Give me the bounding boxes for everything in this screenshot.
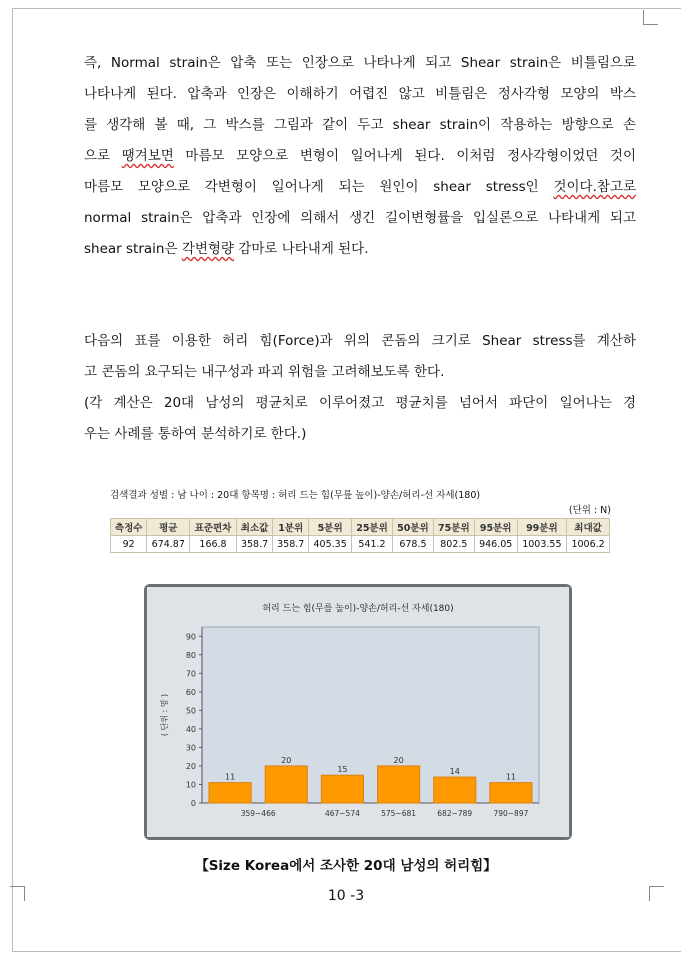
spellcheck-word: 것이다.참고로 <box>553 179 636 195</box>
y-tick-label: 40 <box>185 724 196 734</box>
column-header: 75분위 <box>433 519 474 536</box>
text-line: shear strain은 각변형량 감마로 나타내게 된다. <box>84 241 369 257</box>
text-line: 나타나게 된다. 압축과 인장은 이해하기 어렵진 않고 비틀림은 정사각형 모양의 박스 <box>84 86 636 102</box>
table-cell: 802.5 <box>433 536 474 553</box>
bar <box>321 775 363 803</box>
column-header: 최소값 <box>236 519 272 536</box>
table-cell: 358.7 <box>273 536 309 553</box>
column-header: 1분위 <box>273 519 309 536</box>
text-line: 고 콘돔의 요구되는 내구성과 파괴 위험을 고려해보도록 한다. <box>84 364 445 380</box>
x-tick-label: 790~897 <box>493 809 529 818</box>
table-cell: 678.5 <box>392 536 433 553</box>
search-result-header: 검색결과 성별 : 남 나이 : 20대 항목명 : 허리 드는 힘(무릎 높이)-양손/허리-선 자세(180) <box>110 490 481 501</box>
bar-chart <box>147 587 569 837</box>
bar-chart-frame <box>144 584 572 840</box>
text-line: 즉, Normal strain은 압축 또는 인장으로 나타나게 되고 Shear strain은 비틀림으로 <box>84 55 636 71</box>
bar <box>434 777 476 803</box>
table-row <box>111 536 610 553</box>
text-line: normal strain은 압축과 인장에 의해서 생긴 길이변형률을 입실론으로 나타내게 되고 <box>84 210 636 226</box>
chart-title: 허리 드는 힘(무릎 높이)-양손/허리-선 자세(180) <box>262 604 454 614</box>
table-cell: 946.05 <box>474 536 517 553</box>
column-header: 표준편차 <box>190 519 237 536</box>
text-line: 다음의 표를 이용한 허리 힘(Force)과 위의 콘돔의 크기로 Shear stress를 계산하 <box>84 333 636 349</box>
y-tick-label: 30 <box>185 743 196 753</box>
bar <box>265 766 307 803</box>
crop-mark-top-right <box>643 10 658 25</box>
paragraph-strain <box>84 48 636 265</box>
text-line: 으로 땡겨보면 마름모 모양으로 변형이 일어나게 된다. 이처럼 정사각형이었던 것이 <box>84 148 636 164</box>
column-header: 평균 <box>147 519 190 536</box>
y-tick-label: 70 <box>185 669 196 679</box>
y-tick-label: 10 <box>185 780 196 790</box>
text-line: 마름모 모양으로 각변형이 일어나게 되는 원인이 shear stress인 것이다.참고로 <box>84 179 636 195</box>
column-header: 99분위 <box>517 519 567 536</box>
x-tick-label: 359~466 <box>240 809 276 818</box>
bar <box>490 783 532 803</box>
y-tick-label: 0 <box>190 799 196 808</box>
unit-label: (단위 : N) <box>568 505 611 516</box>
bar-value-label: 11 <box>505 772 517 782</box>
column-header: 최대값 <box>567 519 610 536</box>
x-tick-label: 575~681 <box>381 809 417 818</box>
text-line: 우는 사례를 통하여 분석하기로 한다.) <box>84 426 307 442</box>
bar-value-label: 14 <box>449 767 460 777</box>
search-result-panel <box>110 488 615 553</box>
bar-value-label: 20 <box>281 755 292 765</box>
spellcheck-word: 각변형량 <box>181 241 234 257</box>
x-tick-label: 682~789 <box>437 809 473 818</box>
y-tick-label: 90 <box>185 632 196 642</box>
figure-caption: 【Size Korea에서 조사한 20대 남성의 허리힘】 <box>195 858 497 874</box>
x-tick-label: 467~574 <box>324 809 360 818</box>
table-header-row <box>111 519 610 536</box>
table-cell: 541.2 <box>352 536 393 553</box>
table-cell: 405.35 <box>309 536 352 553</box>
table-cell: 92 <box>111 536 147 553</box>
y-tick-label: 60 <box>185 687 196 697</box>
y-tick-label: 20 <box>185 761 196 771</box>
column-header: 측정수 <box>111 519 147 536</box>
column-header: 25분위 <box>352 519 393 536</box>
table-cell: 1006.2 <box>567 536 610 553</box>
table-cell: 166.8 <box>190 536 237 553</box>
bar <box>378 766 420 803</box>
column-header: 50분위 <box>392 519 433 536</box>
column-header: 95분위 <box>474 519 517 536</box>
text-line: (각 계산은 20대 남성의 평균치로 이루어졌고 평균치를 넘어서 파단이 일어나는 경 <box>84 395 636 411</box>
statistics-table <box>110 518 610 553</box>
table-cell: 674.87 <box>147 536 190 553</box>
text-line: 를 생각해 볼 때, 그 박스를 그림과 같이 두고 shear strain이 작용하는 방향으로 손 <box>84 117 636 133</box>
bar-value-label: 11 <box>224 772 236 782</box>
column-header: 5분위 <box>309 519 352 536</box>
bar-value-label: 20 <box>393 755 404 765</box>
bar-value-label: 15 <box>337 765 348 775</box>
table-cell: 1003.55 <box>517 536 567 553</box>
y-tick-label: 50 <box>185 706 196 716</box>
paragraph-force <box>84 326 636 450</box>
y-tick-label: 80 <box>185 650 196 660</box>
y-axis-label: ( 단위 : 명 ) <box>160 693 169 737</box>
table-cell: 358.7 <box>236 536 272 553</box>
spellcheck-word: 땡겨보면 <box>121 148 174 164</box>
bar <box>209 783 251 803</box>
page-number: 10 -3 <box>327 888 365 904</box>
plot-area <box>202 627 539 803</box>
